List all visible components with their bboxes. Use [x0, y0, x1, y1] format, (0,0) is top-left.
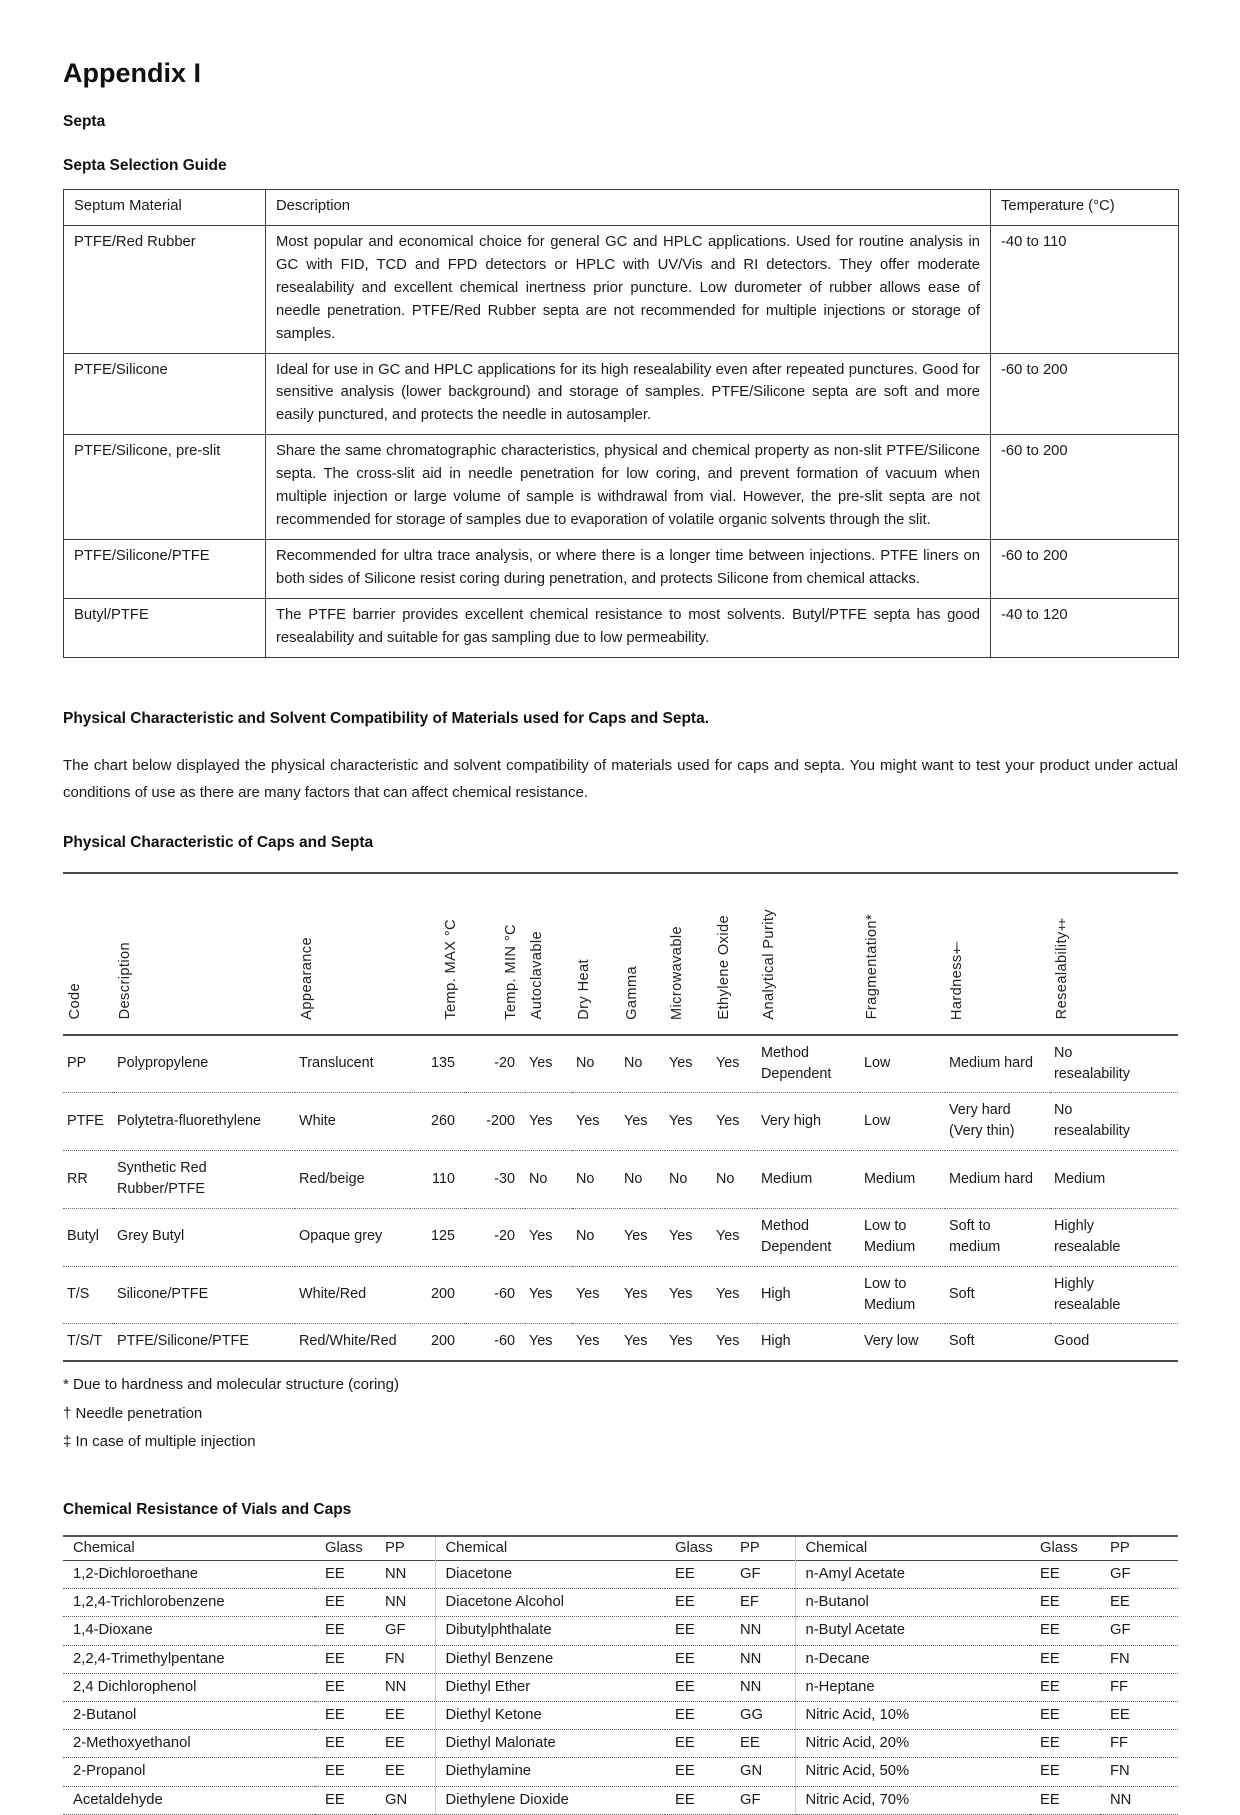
chem-pp-cell: GF	[730, 1786, 795, 1814]
chem-glass-cell: EE	[1030, 1701, 1100, 1729]
phys-col-0	[63, 873, 113, 1035]
phys-cell-6: Yes	[572, 1324, 620, 1361]
chem-col-chemical: Chemical	[435, 1536, 665, 1561]
chem-row	[63, 1645, 1178, 1673]
phys-cell-9: Yes	[712, 1266, 757, 1324]
chem-glass-cell: EE	[1030, 1561, 1100, 1589]
phys-cell-9: No	[712, 1151, 757, 1209]
chem-chemical-cell: Nitric Acid, 10%	[795, 1701, 1030, 1729]
phys-cell-0: RR	[63, 1151, 113, 1209]
phys-cell-11: Low	[864, 1055, 891, 1072]
phys-cell-10: High	[757, 1324, 860, 1361]
phys-row	[63, 1151, 1178, 1209]
chem-glass-cell: EE	[665, 1730, 730, 1758]
chem-glass-cell: EE	[1030, 1617, 1100, 1645]
phys-cell-6: No	[572, 1151, 620, 1209]
phys-cell-7: Yes	[620, 1208, 665, 1266]
chem-chemical-cell: 2-Butanol	[63, 1701, 315, 1729]
chem-glass-cell: EE	[315, 1758, 375, 1786]
chem-glass-cell: EE	[315, 1589, 375, 1617]
chem-glass-cell: EE	[665, 1701, 730, 1729]
phys-cell-2: Opaque grey	[295, 1208, 410, 1266]
septa-material-cell: PTFE/Silicone, pre-slit	[64, 435, 266, 540]
phys-cell-10: Method Dependent	[757, 1208, 860, 1266]
chem-pp-cell: GF	[1100, 1617, 1178, 1645]
phys-cell-7: Yes	[620, 1324, 665, 1361]
phys-cell-5: Yes	[525, 1266, 572, 1324]
phys-cell-2: Translucent	[299, 1055, 374, 1072]
chem-glass-cell: EE	[315, 1786, 375, 1814]
septa-row	[64, 353, 1179, 435]
chem-pp-cell: FN	[375, 1645, 435, 1673]
phys-col-label: Appearance	[299, 936, 315, 1020]
phys-cell-9: Yes	[712, 1093, 757, 1151]
chem-glass-cell: EE	[315, 1730, 375, 1758]
chem-pp-cell: EE	[375, 1758, 435, 1786]
phys-cell-8: Yes	[665, 1208, 712, 1266]
chem-chemical-cell: 2,4 Dichlorophenol	[63, 1673, 315, 1701]
phys-cell-10: Medium	[757, 1151, 860, 1209]
phys-cell-8: Yes	[669, 1055, 693, 1072]
chem-row	[63, 1758, 1178, 1786]
chem-glass-cell: EE	[1030, 1589, 1100, 1617]
chem-chemical-cell: 1,2-Dichloroethane	[63, 1561, 315, 1589]
chem-glass-cell: EE	[315, 1617, 375, 1645]
chem-row	[63, 1786, 1178, 1814]
chem-chemical-cell: Diethyl Malonate	[435, 1730, 665, 1758]
chem-glass-cell: EE	[665, 1617, 730, 1645]
septa-selection-table	[63, 189, 1179, 658]
chem-chemical-cell: Diethylamine	[435, 1758, 665, 1786]
chem-pp-cell: NN	[1100, 1786, 1178, 1814]
phys-cell-5: No	[525, 1151, 572, 1209]
chem-glass-cell: EE	[1030, 1730, 1100, 1758]
chem-pp-cell: GF	[375, 1617, 435, 1645]
septa-temperature-cell: -40 to 120	[991, 598, 1179, 657]
phys-cell-1: Polypropylene	[117, 1055, 209, 1072]
septa-description-cell: Ideal for use in GC and HPLC applications for its high resealability even after repeated punctures. Good for sensitive analysis (lower background) and storage of samples. PTFE/Silicone septa are soft and more easily punctured, and protects the needle in autosampler.	[266, 353, 991, 435]
phys-col-label: Description	[117, 942, 133, 1020]
phys-cell-12: Soft	[945, 1324, 1050, 1361]
phys-col-label: Autoclavable	[529, 931, 545, 1020]
phys-col-label: Analytical Purity	[761, 909, 777, 1020]
phys-cell-11: Low	[860, 1093, 945, 1151]
phys-col-1	[113, 873, 295, 1035]
phys-cell-4: -60	[465, 1324, 525, 1361]
phys-col-label: Hardness†	[949, 937, 965, 1020]
phys-cell-8: Yes	[665, 1266, 712, 1324]
phys-cell-2: White	[295, 1093, 410, 1151]
chem-pp-cell: NN	[730, 1617, 795, 1645]
phys-cell-2: Red/White/Red	[295, 1324, 410, 1361]
footnote-fragmentation: * Due to hardness and molecular structure (coring)	[63, 1376, 399, 1394]
chem-chemical-cell: 1,2,4-Trichlorobenzene	[63, 1589, 315, 1617]
phys-col-5	[525, 873, 572, 1035]
chem-header-row	[63, 1536, 1178, 1561]
phys-cell-10: Method Dependent	[761, 1044, 832, 1082]
phys-row	[63, 1093, 1178, 1151]
chem-glass-cell: EE	[665, 1589, 730, 1617]
chem-glass-cell: EE	[315, 1645, 375, 1673]
septa-col-description: Description	[266, 190, 991, 226]
phys-cell-8: Yes	[665, 1093, 712, 1151]
chem-pp-cell: FF	[1100, 1730, 1178, 1758]
septa-row	[64, 539, 1179, 598]
phys-header-row	[63, 873, 1178, 1035]
septa-description-cell: Share the same chromatographic characteristics, physical and chemical property as non-slit PTFE/Silicone septa. The cross-slit aid in needle penetration for low coring, and prevent formation of vacuum when multiple injection or large volume of sample is withdrawal from vial. However, the pre-slit septa are not recommended for storage of samples due to evaporation of volatile organic solvents through the slit.	[266, 435, 991, 540]
chem-pp-cell: EE	[375, 1701, 435, 1729]
chem-glass-cell: EE	[665, 1673, 730, 1701]
chem-glass-cell: EE	[665, 1786, 730, 1814]
footnote-resealability: ‡ In case of multiple injection	[63, 1432, 256, 1450]
chem-row	[63, 1589, 1178, 1617]
chem-chemical-cell: Diethyl Ether	[435, 1673, 665, 1701]
phys-cell-3: 200	[410, 1324, 465, 1361]
chem-pp-cell: NN	[730, 1673, 795, 1701]
phys-cell-7: Yes	[620, 1266, 665, 1324]
phys-cell-0: Butyl	[63, 1208, 113, 1266]
chem-chemical-cell: 2,2,4-Trimethylpentane	[63, 1645, 315, 1673]
phys-row	[63, 1324, 1178, 1361]
physical-characteristic-table	[63, 872, 1178, 1363]
chem-chemical-cell: n-Butyl Acetate	[795, 1617, 1030, 1645]
phys-cell-13: No resealability	[1054, 1044, 1130, 1082]
chem-chemical-cell: 2-Propanol	[63, 1758, 315, 1786]
septa-row	[64, 435, 1179, 540]
chem-row	[63, 1561, 1178, 1589]
phys-cell-1: Polytetra-fluorethylene	[113, 1093, 295, 1151]
chem-chemical-cell: Diacetone	[435, 1561, 665, 1589]
septa-col-temperature: Temperature (°C)	[991, 190, 1179, 226]
footnote-hardness: † Needle penetration	[63, 1404, 203, 1422]
chem-col-glass: Glass	[675, 1540, 713, 1557]
chem-pp-cell: FF	[1100, 1673, 1178, 1701]
phys-col-label: Ethylene Oxide	[716, 915, 732, 1020]
phys-cell-1: Silicone/PTFE	[113, 1266, 295, 1324]
septa-description-cell: Most popular and economical choice for general GC and HPLC applications. Used for routine analysis in GC with FID, TCD and FPD detectors or HPLC with UV/Vis and RI detectors. They offer moderate resealability and excellent chemical inertness prior puncture. Low durometer of rubber allows ease of needle penetration. PTFE/Red Rubber septa are not recommended for multiple injections or storage of samples.	[266, 225, 991, 353]
chem-glass-cell: EE	[1030, 1758, 1100, 1786]
phys-cell-5: Yes	[525, 1324, 572, 1361]
chem-chemical-cell: n-Decane	[795, 1645, 1030, 1673]
phys-col-8	[665, 873, 712, 1035]
phys-cell-4: -20	[465, 1208, 525, 1266]
phys-col-3	[410, 873, 465, 1035]
phys-cell-11: Medium	[860, 1151, 945, 1209]
phys-col-7	[620, 873, 665, 1035]
phys-col-label: Temp. MIN °C	[503, 923, 519, 1020]
septa-row	[64, 225, 1179, 353]
phys-col-11	[860, 873, 945, 1035]
phys-col-4	[465, 873, 525, 1035]
chem-pp-cell: EE	[1100, 1701, 1178, 1729]
phys-col-2	[295, 873, 410, 1035]
phys-row	[63, 1035, 1178, 1093]
chem-chemical-cell: Diethyl Ketone	[435, 1701, 665, 1729]
chem-row	[63, 1673, 1178, 1701]
chem-col-chemical: Chemical	[795, 1536, 1030, 1561]
phys-cell-12: Soft	[945, 1266, 1050, 1324]
chem-col-glass: Glass	[1040, 1540, 1078, 1557]
chem-pp-cell: GF	[730, 1561, 795, 1589]
chem-pp-cell: NN	[375, 1561, 435, 1589]
septa-temperature-cell: -40 to 110	[991, 225, 1179, 353]
chemical-resistance-table	[63, 1535, 1178, 1815]
phys-cell-0: PP	[67, 1055, 87, 1072]
phys-cell-11: Very low	[860, 1324, 945, 1361]
phys-cell-0: T/S/T	[63, 1324, 113, 1361]
phys-cell-1: Synthetic Red Rubber/PTFE	[113, 1151, 295, 1209]
phys-cell-4: -60	[465, 1266, 525, 1324]
chem-pp-cell: EE	[730, 1730, 795, 1758]
chem-chemical-cell: n-Heptane	[795, 1673, 1030, 1701]
chem-pp-cell: GN	[730, 1758, 795, 1786]
septa-row	[64, 598, 1179, 657]
phys-cell-3: 135	[430, 1055, 455, 1072]
phys-col-10	[757, 873, 860, 1035]
section-heading-physical-characteristic: Physical Characteristic of Caps and Septa	[63, 833, 374, 851]
septa-material-cell: PTFE/Silicone/PTFE	[64, 539, 266, 598]
chem-glass-cell: EE	[665, 1645, 730, 1673]
chem-pp-cell: EE	[1100, 1589, 1178, 1617]
phys-cell-6: No	[576, 1055, 595, 1072]
chem-chemical-cell: n-Amyl Acetate	[795, 1561, 1030, 1589]
phys-cell-8: Yes	[665, 1324, 712, 1361]
chem-row	[63, 1730, 1178, 1758]
phys-cell-9: Yes	[712, 1208, 757, 1266]
septa-temperature-cell: -60 to 200	[991, 435, 1179, 540]
section-heading-septa: Septa	[63, 113, 106, 130]
phys-cell-4: -20	[494, 1055, 515, 1072]
phys-cell-2: White/Red	[295, 1266, 410, 1324]
chem-pp-cell: GN	[375, 1786, 435, 1814]
septa-description-cell: The PTFE barrier provides excellent chemical resistance to most solvents. Butyl/PTFE septa has good resealability and suitable for gas sampling due to low permeability.	[266, 598, 991, 657]
chem-chemical-cell: n-Butanol	[795, 1589, 1030, 1617]
page-title: Appendix I	[63, 58, 202, 88]
chem-glass-cell: EE	[665, 1561, 730, 1589]
chem-col-pp: PP	[385, 1540, 405, 1557]
phys-col-6	[572, 873, 620, 1035]
phys-cell-13: Highly resealable	[1050, 1266, 1178, 1324]
intro-paragraph: The chart below displayed the physical characteristic and solvent compatibility of materials used for caps and septa. You might want to test your product under actual conditions of use as there are many factors that can affect chemical resistance.	[63, 756, 1178, 801]
phys-cell-10: High	[757, 1266, 860, 1324]
phys-table-body	[63, 1035, 1178, 1362]
phys-col-label: Gamma	[624, 965, 640, 1020]
septa-material-cell: PTFE/Silicone	[64, 353, 266, 435]
chem-row	[63, 1617, 1178, 1645]
chem-glass-cell: EE	[1030, 1645, 1100, 1673]
phys-cell-6: Yes	[572, 1093, 620, 1151]
section-heading-septa-selection-guide: Septa Selection Guide	[63, 157, 227, 174]
septa-col-material: Septum Material	[64, 190, 266, 226]
phys-cell-9: Yes	[712, 1324, 757, 1361]
chem-pp-cell: NN	[375, 1673, 435, 1701]
phys-cell-7: Yes	[620, 1093, 665, 1151]
chem-pp-cell: FN	[1100, 1645, 1178, 1673]
phys-cell-10: Very high	[757, 1093, 860, 1151]
chem-row	[63, 1701, 1178, 1729]
phys-col-9	[712, 873, 757, 1035]
phys-cell-12: Medium hard	[945, 1151, 1050, 1209]
phys-cell-4: -200	[465, 1093, 525, 1151]
phys-col-12	[945, 873, 1050, 1035]
septa-temperature-cell: -60 to 200	[991, 353, 1179, 435]
chem-pp-cell: GG	[730, 1701, 795, 1729]
chem-col-pp: PP	[740, 1540, 760, 1557]
phys-cell-0: PTFE	[63, 1093, 113, 1151]
phys-cell-7: No	[620, 1151, 665, 1209]
phys-col-label: Code	[67, 983, 83, 1020]
septa-description-cell: Recommended for ultra trace analysis, or where there is a longer time between injections. PTFE liners on both sides of Silicone resist coring during penetration, and protects Silicone from chemical attacks.	[266, 539, 991, 598]
phys-cell-12: Soft to medium	[945, 1208, 1050, 1266]
phys-cell-1: PTFE/Silicone/PTFE	[113, 1324, 295, 1361]
chem-glass-cell: EE	[1030, 1786, 1100, 1814]
septa-temperature-cell: -60 to 200	[991, 539, 1179, 598]
chem-chemical-cell: Diacetone Alcohol	[435, 1589, 665, 1617]
phys-cell-3: 200	[410, 1266, 465, 1324]
chem-chemical-cell: Diethyl Benzene	[435, 1645, 665, 1673]
phys-cell-13: No resealability	[1050, 1093, 1178, 1151]
chem-chemical-cell: Nitric Acid, 20%	[795, 1730, 1030, 1758]
phys-cell-5: Yes	[529, 1055, 553, 1072]
phys-cell-0: T/S	[63, 1266, 113, 1324]
phys-cell-13: Medium	[1050, 1151, 1178, 1209]
phys-cell-6: No	[572, 1208, 620, 1266]
chem-chemical-cell: 1,4-Dioxane	[63, 1617, 315, 1645]
phys-cell-3: 260	[410, 1093, 465, 1151]
septa-material-cell: PTFE/Red Rubber	[64, 225, 266, 353]
phys-cell-4: -30	[465, 1151, 525, 1209]
chem-glass-cell: EE	[1030, 1673, 1100, 1701]
chem-col-pp: PP	[1110, 1540, 1130, 1557]
phys-cell-3: 110	[410, 1151, 465, 1209]
phys-cell-13: Good	[1050, 1324, 1178, 1361]
phys-col-label: Dry Heat	[576, 958, 592, 1020]
phys-cell-1: Grey Butyl	[113, 1208, 295, 1266]
chem-pp-cell: NN	[730, 1645, 795, 1673]
phys-cell-9: Yes	[716, 1055, 740, 1072]
phys-cell-6: Yes	[572, 1266, 620, 1324]
phys-cell-7: No	[624, 1055, 643, 1072]
chem-chemical-cell: Acetaldehyde	[63, 1786, 315, 1814]
footnotes	[63, 1372, 1178, 1455]
chem-pp-cell: EF	[730, 1589, 795, 1617]
section-heading-physical-solvent: Physical Characteristic and Solvent Compatibility of Materials used for Caps and Septa.	[63, 709, 710, 727]
chem-table-body	[63, 1561, 1178, 1815]
chem-glass-cell: EE	[315, 1561, 375, 1589]
phys-cell-8: No	[665, 1151, 712, 1209]
chem-glass-cell: EE	[665, 1758, 730, 1786]
chem-col-chemical: Chemical	[73, 1540, 135, 1557]
phys-col-label: Resealability‡	[1054, 915, 1070, 1020]
phys-cell-11: Low to Medium	[860, 1208, 945, 1266]
chem-glass-cell: EE	[315, 1673, 375, 1701]
phys-cell-12: Very hard (Very thin)	[945, 1093, 1050, 1151]
chem-chemical-cell: 2-Methoxyethanol	[63, 1730, 315, 1758]
chem-pp-cell: NN	[375, 1589, 435, 1617]
phys-col-13	[1050, 873, 1178, 1035]
section-heading-chemical-resistance: Chemical Resistance of Vials and Caps	[63, 1501, 352, 1519]
phys-row	[63, 1208, 1178, 1266]
chem-pp-cell: GF	[1100, 1561, 1178, 1589]
septa-header-row	[64, 190, 1179, 226]
chem-chemical-cell: Nitric Acid, 70%	[795, 1786, 1030, 1814]
phys-cell-5: Yes	[525, 1208, 572, 1266]
chem-chemical-cell: Nitric Acid, 50%	[795, 1758, 1030, 1786]
chem-chemical-cell: Dibutylphthalate	[435, 1617, 665, 1645]
chem-glass-cell: EE	[315, 1701, 375, 1729]
chem-pp-cell: EE	[375, 1730, 435, 1758]
chem-pp-cell: FN	[1100, 1758, 1178, 1786]
septa-table-body	[64, 225, 1179, 657]
phys-cell-2: Red/beige	[295, 1151, 410, 1209]
phys-cell-5: Yes	[525, 1093, 572, 1151]
chem-chemical-cell: Diethylene Dioxide	[435, 1786, 665, 1814]
phys-col-label: Fragmentation*	[864, 914, 880, 1020]
phys-cell-3: 125	[410, 1208, 465, 1266]
phys-col-label: Temp. MAX °C	[443, 919, 459, 1020]
phys-cell-12: Medium hard	[949, 1055, 1033, 1072]
phys-col-label: Microwavable	[669, 925, 685, 1020]
chem-col-glass: Glass	[325, 1540, 363, 1557]
phys-cell-13: Highly resealable	[1050, 1208, 1178, 1266]
phys-cell-11: Low to Medium	[860, 1266, 945, 1324]
septa-material-cell: Butyl/PTFE	[64, 598, 266, 657]
phys-row	[63, 1266, 1178, 1324]
